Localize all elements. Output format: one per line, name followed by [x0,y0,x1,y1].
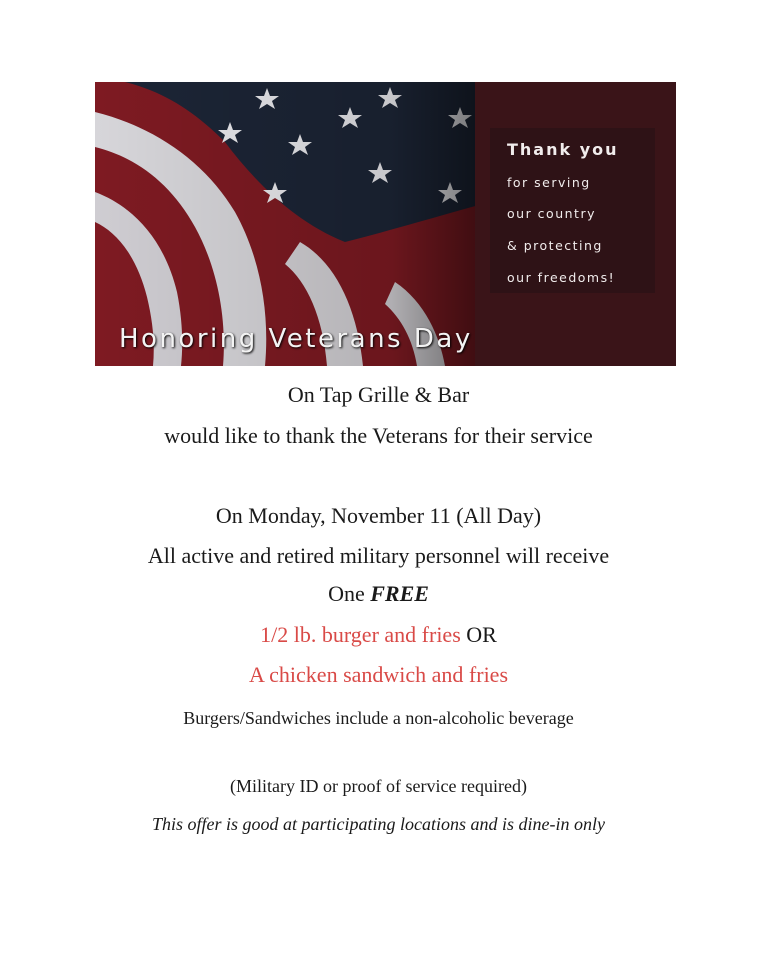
thank-you-line: our country [507,206,596,221]
thanks-text: would like to thank the Veterans for their service [164,423,593,448]
veterans-day-banner [95,82,676,366]
eligibility-text: All active and retired military personnel will receive [147,543,610,568]
thank-you-heading: Thank you [507,140,619,159]
offer-disclaimer: This offer is good at participating locations and is dine-in only [152,814,605,834]
offer-line [0,581,757,607]
free-emphasis: FREE [370,581,429,606]
thank-you-line: our freedoms! [507,270,616,285]
offer-option-1 [0,622,757,648]
or-text: OR [460,622,497,647]
thank-you-line: & protecting [507,238,603,253]
chicken-option: A chicken sandwich and fries [248,662,509,687]
thank-you-line: for serving [507,175,591,190]
offer-prefix: One [328,581,371,606]
id-requirement: (Military ID or proof of service required) [230,776,527,796]
beverage-note: Burgers/Sandwiches include a non-alcoholic beverage [183,708,574,728]
burger-option: 1/2 lb. burger and fries [260,622,461,647]
banner-title: Honoring Veterans Day [119,324,473,354]
event-date: On Monday, November 11 (All Day) [215,503,542,528]
restaurant-name: On Tap Grille & Bar [287,382,470,407]
